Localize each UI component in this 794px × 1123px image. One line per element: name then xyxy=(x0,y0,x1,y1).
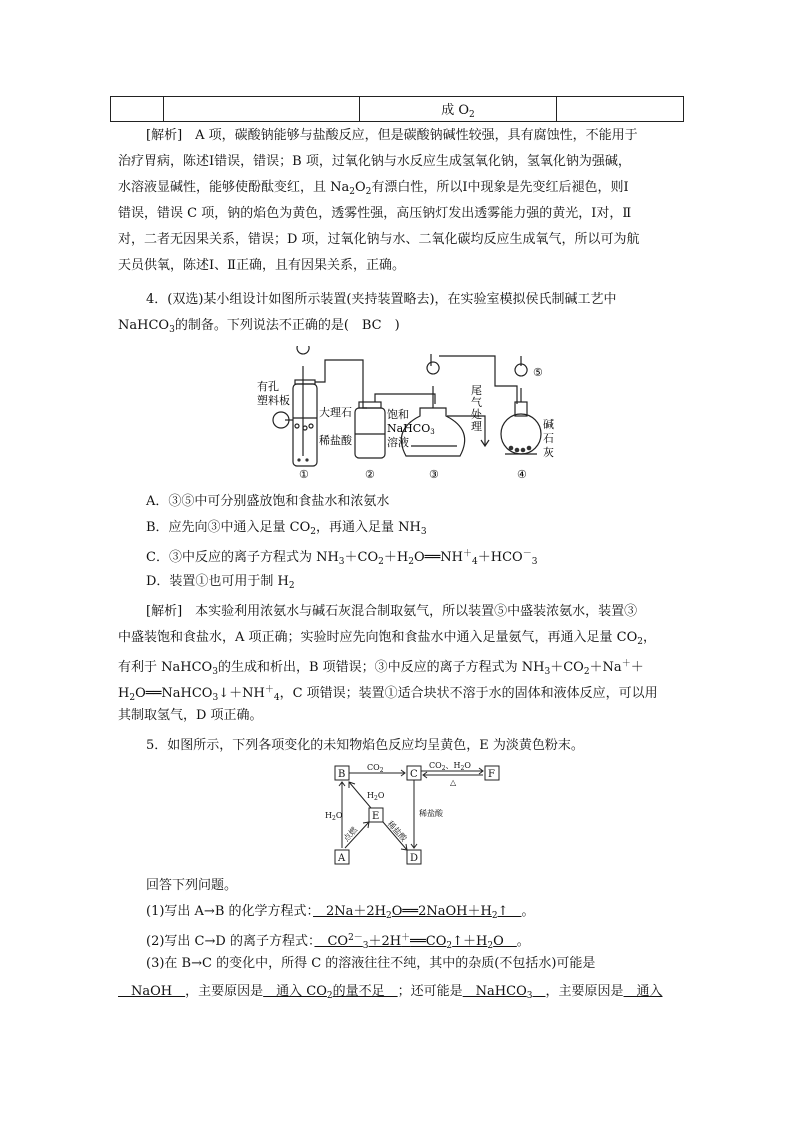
apparatus-diagram xyxy=(255,346,555,482)
edge-bc-label: $CO_2$ xyxy=(367,763,384,774)
question-5-prompt: 回答下列问题。 xyxy=(146,878,238,893)
question-5-part-1: (1)写出 A→B 的化学方程式： $2Na+2H_2O══2NaOH+H_2↑$ 。 xyxy=(146,904,535,921)
analysis-line: 错误，错误 C 项，钠的焰色为黄色，透雾性强，高压钠灯发出透雾能力强的黄光，Ⅰ对，Ⅱ xyxy=(118,206,632,221)
option-d: D．装置①也可用于制 $H_2$ xyxy=(146,574,295,591)
option-a: A．③⑤中可分别盛放饱和食盐水和浓氨水 xyxy=(146,494,390,509)
analysis-line: 中盛装饱和食盐水，A 项正确；实验时应先向饱和食盐水中通入足量氨气，再通入足量 $CO_2$， xyxy=(118,630,657,647)
option-b: B．应先向③中通入足量 $CO_2$，再通入足量 $NH_3$ xyxy=(146,520,427,537)
analysis-line: [解析] A 项，碳酸钠能够与盐酸反应，但是碳酸钠碱性较强，具有腐蚀性，不能用于 xyxy=(146,128,638,143)
label-lime-1: 碱 xyxy=(543,418,554,431)
question-5-stem: 5．如图所示，下列各项变化的未知物焰色反应均呈黄色，E 为淡黄色粉末。 xyxy=(146,738,584,753)
separatory-funnel-bulb xyxy=(297,346,309,354)
label-dilute-hcl: 稀盐酸 xyxy=(319,434,352,447)
question-5-part-3: (3)在 B→C 的变化中，所得 C 的溶液往往不纯，其中的杂质(不包括水)可能是 xyxy=(146,956,596,971)
heat-triangle: △ xyxy=(450,778,457,787)
table-row xyxy=(111,97,684,122)
label-nahco3: NaHCO3 xyxy=(387,422,435,436)
question-5-part-3-cont: NaOH ，主要原因是 通入 $CO_2$的量不足 ；还可能是 NaHCO$_3$ ，主要原因是 通入 xyxy=(118,984,663,1001)
option-c: C．③中反应的离子方程式为 $NH_3+CO_2+H_2O══NH^+_4+HCO^-_3$ xyxy=(146,549,538,567)
label-tail-2: 气 xyxy=(471,396,482,409)
analysis-line: 有利于 NaHCO$_3$的生成和析出，B 项错误；③中反应的离子方程式为 $NH_3+CO_2+Na^++$ xyxy=(118,659,644,677)
node-c-label: C xyxy=(410,769,418,780)
label-saturated: 饱和 xyxy=(387,408,409,421)
edge-ed-label: 稀盐酸 xyxy=(385,819,409,844)
edge-cf-label: $CO_2$、$H_2O$ xyxy=(429,762,471,772)
table-cell xyxy=(557,97,684,122)
node-d-label: D xyxy=(410,853,419,864)
label-tail-1: 尾 xyxy=(471,384,482,397)
conversion-diagram xyxy=(325,762,505,872)
label-tail-4: 理 xyxy=(471,420,482,433)
analysis-line: 天员供氧，陈述Ⅰ、Ⅱ正确，且有因果关系，正确。 xyxy=(118,258,405,273)
apparatus-number-4: ④ xyxy=(517,468,527,481)
edge-eb-label: $H_2O$ xyxy=(367,791,385,802)
answer-blank: 通入 $CO_2$的量不足 xyxy=(263,984,398,1001)
edge-ae-label: 点燃 xyxy=(341,825,360,844)
analysis-line: 治疗胃病，陈述Ⅰ错误，错误；B 项，过氧化钠与水反应生成氢氧化钠，氢氧化钠为强碱， xyxy=(118,154,631,169)
label-lime-3: 灰 xyxy=(543,446,554,459)
node-b-label: B xyxy=(338,769,346,780)
answer-blank: $2Na+2H_2O══2NaOH+H_2↑$ xyxy=(313,904,522,921)
edge-ab-label: $H_2O$ xyxy=(325,811,343,822)
apparatus-number-2: ② xyxy=(365,468,375,481)
label-plate-1: 有孔 xyxy=(257,380,279,393)
analysis-line: 对，二者无因果关系，错误；D 项，过氧化钠与水、二氧化碳均反应生成氧气，所以可为航 xyxy=(118,232,640,247)
node-a-label: A xyxy=(338,853,346,864)
edge-cd-label: 稀盐酸 xyxy=(419,809,443,818)
comparison-table-fragment xyxy=(110,96,684,122)
node-f-label: F xyxy=(488,769,495,780)
apparatus-number-3: ③ xyxy=(429,468,439,481)
answer-blank: 通入 xyxy=(623,984,663,999)
question-4-stem: 4．(双选)某小组设计如图所示装置(夹持装置略去)，在实验室模拟侯氏制碱工艺中 xyxy=(146,292,617,307)
apparatus-number-5: ⑤ xyxy=(533,366,543,379)
answer-blank: $CO^{2-}_3+2H^+══CO_2↑+H_2O$ xyxy=(314,933,517,951)
answer-blank: NaHCO$_3$ xyxy=(462,984,533,1001)
table-cell xyxy=(111,97,164,122)
question-4-stem: NaHCO$_3$的制备。下列说法不正确的是( BC ) xyxy=(118,318,400,335)
label-tail-3: 处 xyxy=(471,408,482,421)
label-plate-2: 塑料板 xyxy=(257,394,290,407)
analysis-line: 其制取氢气，D 项正确。 xyxy=(118,708,263,723)
label-marble: 大理石 xyxy=(319,406,352,419)
analysis-line: $H_2O══NaHCO_3↓+NH^+_4$，C 项错误；装置①适合块状不溶于水的固体和液体反应，可以用 xyxy=(118,685,658,703)
node-e-label: E xyxy=(372,811,380,822)
question-5-part-2: (2)写出 C→D 的离子方程式： $CO^{2-}_3+2H^+══CO_2↑+H_2O$ 。 xyxy=(146,933,530,951)
label-lime-2: 石 xyxy=(543,432,554,445)
table-cell xyxy=(164,97,360,122)
answer-blank: NaOH xyxy=(118,984,186,999)
table-cell: 成 $O_2$ xyxy=(360,97,557,122)
analysis-line: 水溶液显碱性，能够使酚酞变红，且 $Na_2O_2$有漂白性，所以Ⅰ中现象是先变红后褪色，则Ⅰ xyxy=(118,180,629,197)
label-solution: 溶液 xyxy=(387,436,409,449)
analysis-line: [解析] 本实验利用浓氨水与碱石灰混合制取氨气，所以装置⑤中盛装浓氨水，装置③ xyxy=(146,604,638,619)
apparatus-number-1: ① xyxy=(299,468,309,481)
